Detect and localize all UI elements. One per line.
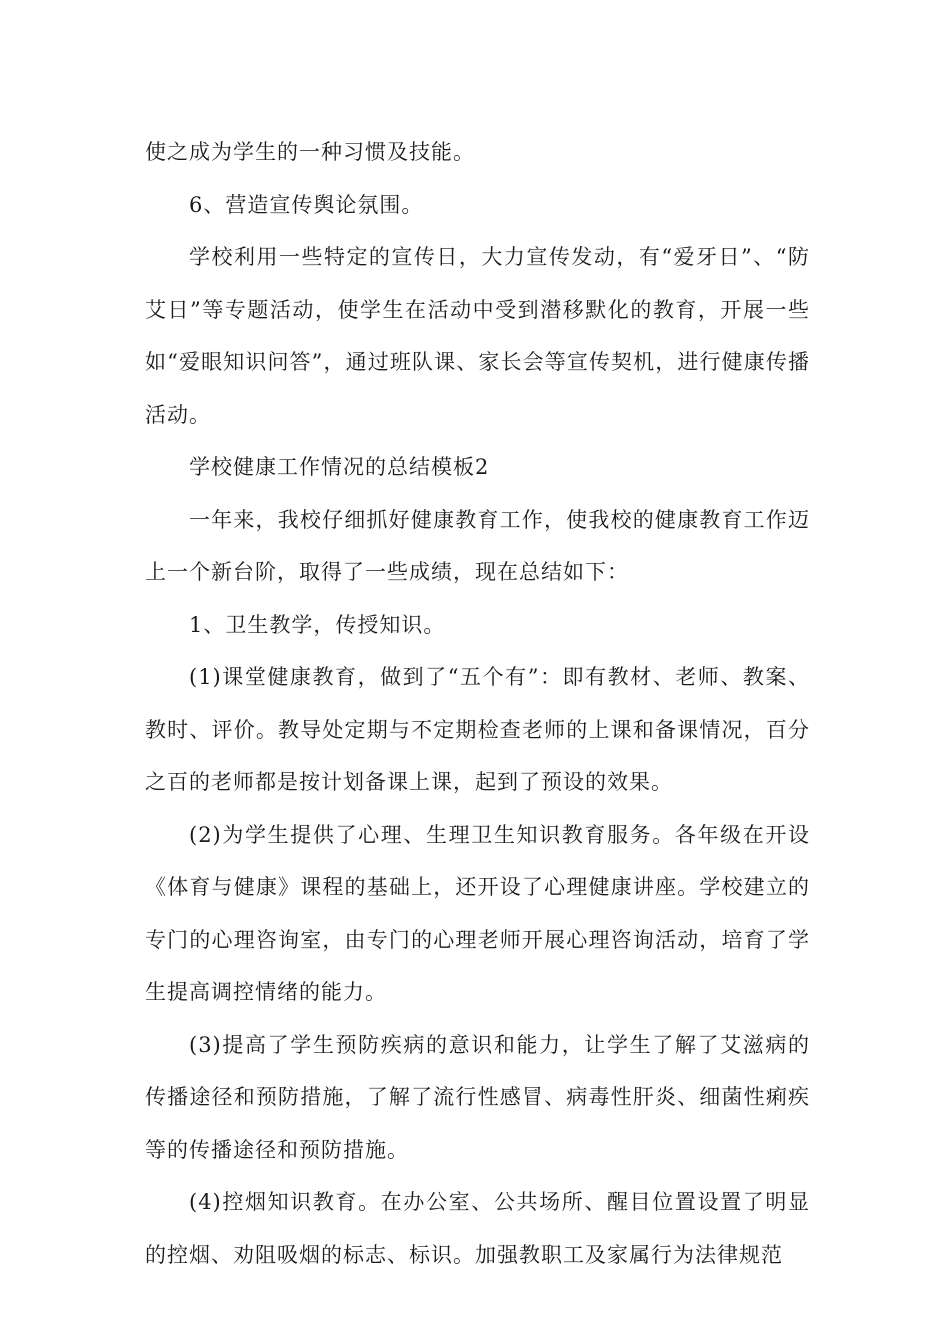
paragraph-item-1: (1)课堂健康教育，做到了“五个有”：即有教材、老师、教案、教时、评价。教导处定期与不定期检查老师的上课和备课情况，百分之百的老师都是按计划备课上课，起到了预设的效果。 [145, 665, 810, 794]
document-body [145, 126, 810, 1281]
paragraph-item-3: (3)提高了学生预防疾病的意识和能力，让学生了解了艾滋病的传播途径和预防措施，了解了流行性感冒、病毒性肝炎、细菌性痢疾等的传播途径和预防措施。 [145, 1032, 810, 1162]
section-title: 学校健康工作情况的总结模板2 [189, 455, 490, 479]
paragraph-publicity: 学校利用一些特定的宣传日，大力宣传发动，有“爱牙日”、“防艾日”等专题活动，使学生在活动中受到潜移默化的教育，开展一些如“爱眼知识问答”，通过班队课、家长会等宣传契机，进行健康传播活动。 [145, 245, 810, 427]
paragraph-item-2: (2)为学生提供了心理、生理卫生知识教育服务。各年级在开设《体育与健康》课程的基础上，还开设了心理健康讲座。学校建立的专门的心理咨询室，由专门的心理老师开展心理咨询活动，培育了学生提高调控情绪的能力。 [145, 822, 810, 1004]
section-item-6: 6、营造宣传舆论氛围。 [189, 192, 424, 217]
section-item-1: 1、卫生教学，传授知识。 [189, 612, 446, 637]
paragraph-continuation: 使之成为学生的一种习惯及技能。 [145, 140, 475, 164]
paragraph-item-4: (4)控烟知识教育。在办公室、公共场所、醒目位置设置了明显的控烟、劝阻吸烟的标志、标识。加强教职工及家属行为法律规范 [145, 1190, 810, 1267]
paragraph-intro: 一年来，我校仔细抓好健康教育工作，使我校的健康教育工作迈上一个新台阶，取得了一些成绩，现在总结如下： [145, 507, 810, 584]
